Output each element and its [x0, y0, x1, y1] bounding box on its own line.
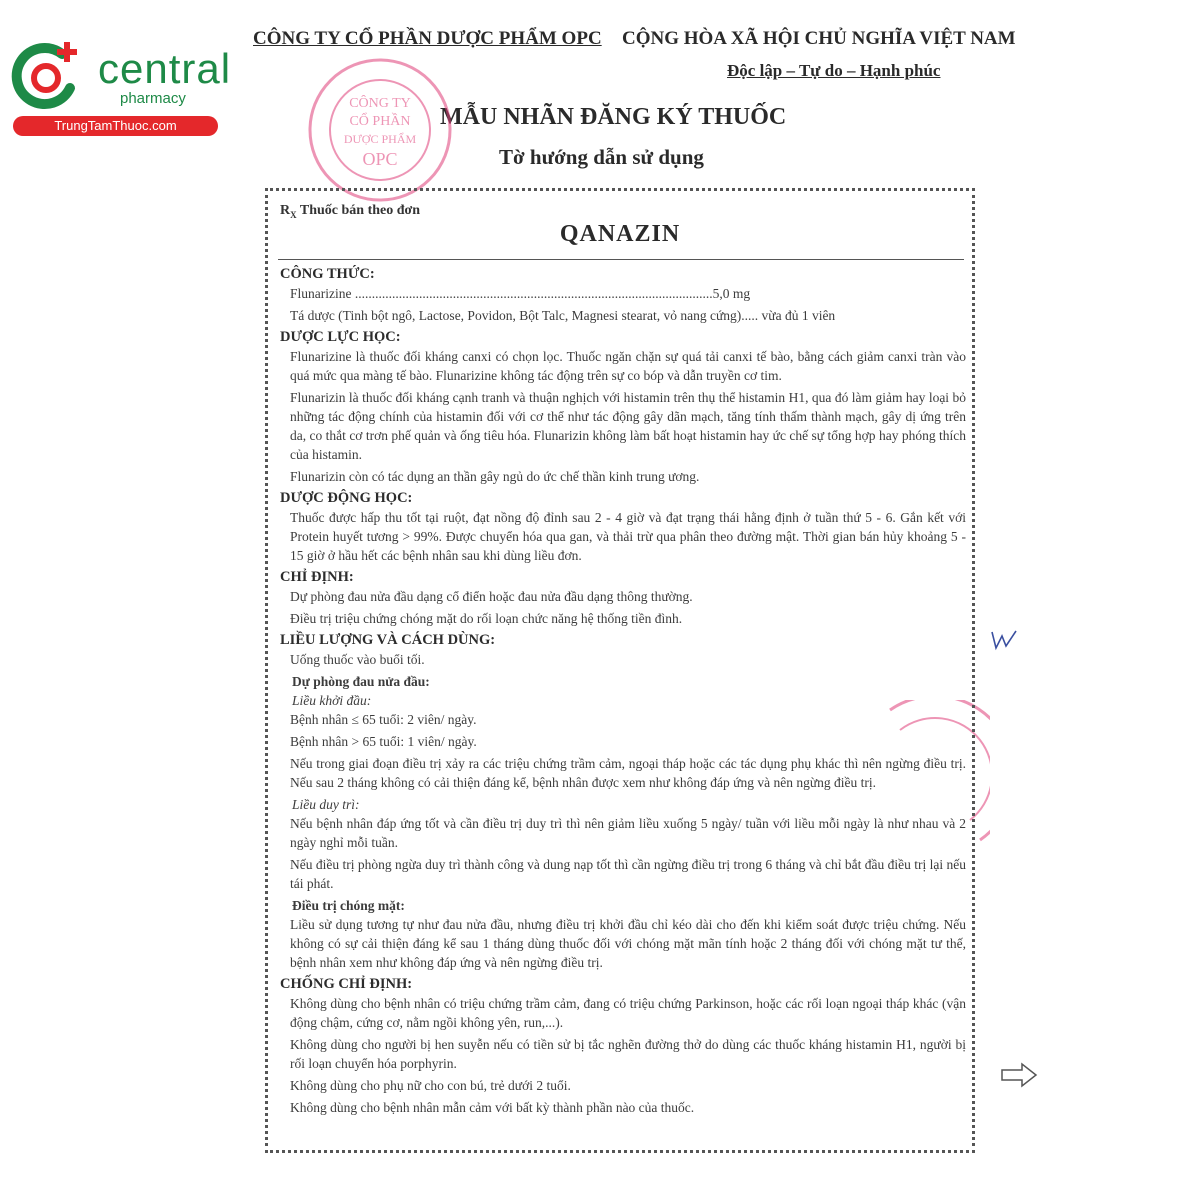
paragraph: Liều sử dụng tương tự như đau nửa đầu, nhưng điều trị khởi đầu chỉ kéo dài cho đến khi kiểm soát được triệu chứng. Nếu không có sự cải thiện đáng kể sau 1 tháng dùng thuốc đối với chóng mặt mãn tính hoặc 2 tháng đối với chóng mặt tư thế, bệnh nhân xem như không đáp ứng và nên ngừng điều trị.	[290, 917, 966, 970]
section-heading-pharmacokinetics: DƯỢC ĐỘNG HỌC:	[280, 490, 413, 506]
company-name: CÔNG TY CỔ PHẦN DƯỢC PHẨM OPC	[253, 28, 602, 49]
paragraph: Không dùng cho bệnh nhân có triệu chứng trầm cảm, đang có triệu chứng Parkinson, hoặc các rối loạn ngoại tháp khác (vận động chậm, cứng cơ, nằm ngồi không yên, run,...).	[290, 996, 966, 1030]
company-stamp	[305, 55, 455, 205]
label-maintenance-dose: Liều duy trì:	[292, 797, 360, 812]
national-motto: Độc lập – Tự do – Hạnh phúc	[727, 61, 941, 80]
logo-url-badge[interactable]: TrungTamThuoc.com	[13, 116, 218, 136]
central-pharmacy-logo[interactable]	[10, 36, 232, 136]
formula-line: Tá dược (Tinh bột ngô, Lactose, Povidon, Bột Talc, Magnesi stearat, vỏ nang cứng)..... vừa đủ 1 viên	[290, 308, 836, 323]
prescription-label: $R_X$ Thuốc bán theo đơn	[280, 203, 421, 220]
section-heading-dosage: LIỀU LƯỢNG VÀ CÁCH DÙNG:	[280, 632, 496, 648]
stamp-line: CỔ PHẦN	[349, 114, 411, 129]
document-subtitle: Tờ hướng dẫn sử dụng	[499, 145, 704, 169]
subheading-vertigo: Điều trị chóng mặt:	[292, 898, 405, 913]
logo-brand-text: central	[98, 45, 232, 92]
paragraph: Không dùng cho phụ nữ cho con bú, trẻ dưới 2 tuổi.	[290, 1078, 571, 1093]
logo-tagline: pharmacy	[120, 90, 186, 107]
paragraph: Bệnh nhân > 65 tuổi: 1 viên/ ngày.	[290, 734, 477, 749]
stamp-line: DƯỢC PHẨM	[343, 132, 417, 146]
product-name: QANAZIN	[559, 221, 681, 247]
stamp-line: CÔNG TY	[349, 96, 411, 111]
document-title: MẪU NHÃN ĐĂNG KÝ THUỐC	[440, 104, 787, 130]
pharmacy-cross-icon	[10, 36, 88, 114]
check-mark-icon	[990, 628, 1018, 652]
paragraph: Không dùng cho người bị hen suyễn nếu có tiền sử bị tắc nghẽn đường thở do dùng các thuốc kháng histamin H1, người bị rối loạn chuyển hóa porphyrin.	[290, 1037, 966, 1071]
paragraph: Bệnh nhân ≤ 65 tuổi: 2 viên/ ngày.	[290, 712, 477, 727]
paragraph: Thuốc được hấp thu tốt tại ruột, đạt nồng độ đỉnh sau 2 - 4 giờ và đạt trạng thái hằng định ở tuần thứ 5 - 6. Gắn kết với Protein huyết tương > 99%. Được chuyển hóa qua gan, và thải trừ qua phân theo đường mật. Thời gian bán hủy khoảng 5 - 15 giờ ở hầu hết các bệnh nhân sau khi dùng liều đơn.	[290, 510, 966, 563]
stamp-line: OPC	[362, 149, 398, 169]
section-heading-contraindications: CHỐNG CHỈ ĐỊNH:	[280, 976, 413, 992]
republic-name: CỘNG HÒA XÃ HỘI CHỦ NGHĨA VIỆT NAM	[622, 28, 1016, 49]
section-heading-indications: CHỈ ĐỊNH:	[280, 569, 354, 585]
paragraph: Không dùng cho bệnh nhân mẫn cảm với bất kỳ thành phần nào của thuốc.	[290, 1100, 695, 1115]
paragraph: Uống thuốc vào buổi tối.	[290, 652, 425, 667]
subheading-migraine: Dự phòng đau nửa đầu:	[292, 674, 430, 689]
next-page-arrow-icon[interactable]	[1000, 1062, 1038, 1088]
label-initial-dose: Liều khởi đầu:	[292, 693, 372, 708]
section-heading-pharmacodynamics: DƯỢC LỰC HỌC:	[280, 329, 401, 345]
instruction-leaflet	[265, 188, 975, 1153]
paragraph: Điều trị triệu chứng chóng mặt do rối loạn chức năng hệ thống tiền đình.	[290, 611, 683, 626]
paragraph: Flunarizin là thuốc đối kháng cạnh tranh và thuận nghịch với histamin trên thụ thể histamin H1, qua đó làm giảm hay loại bỏ những tác động chính của histamin đối với cơ thể như tác động gây dãn mạch, tăng tính thấm thành mạch, gây dị ứng trên da, co thắt cơ trơn phế quản và ống tiêu hóa. Flunarizin không làm bất hoạt histamin hay ức chế sự tổng hợp hay phóng thích của histamin.	[290, 390, 966, 462]
section-heading-formula: CÔNG THỨC:	[280, 266, 375, 282]
paragraph: Nếu điều trị phòng ngừa duy trì thành công và dung nạp tốt thì cần ngừng điều trị trong 6 tháng và chỉ bắt đầu điều trị lại nếu tái phát.	[290, 857, 966, 891]
paragraph: Nếu bệnh nhân đáp ứng tốt và cần điều trị duy trì thì nên giảm liều xuống 5 ngày/ tuần với liều mỗi ngày là như nhau và 2 ngày nghỉ mỗi tuần.	[290, 816, 966, 850]
divider	[278, 259, 964, 260]
paragraph: Flunarizin còn có tác dụng an thần gây ngủ do ức chế thần kinh trung ương.	[290, 469, 700, 484]
paragraph: Flunarizine là thuốc đối kháng canxi có chọn lọc. Thuốc ngăn chặn sự quá tải canxi tế bào, bằng cách giảm canxi tràn vào quá mức qua màng tế bào. Flunarizine không tác động trên sự co bóp và dẫn truyền cơ tim.	[290, 349, 966, 383]
formula-line: Flunarizine ..........................................................................................................5,0 mg	[290, 286, 751, 301]
paragraph: Nếu trong giai đoạn điều trị xảy ra các triệu chứng trầm cảm, ngoại tháp hoặc các tác dụng phụ khác thì nên ngừng điều trị. Nếu sau 2 tháng không có cải thiện đáng kể, bệnh nhân được xem như không đáp ứng và nên ngừng điều trị.	[290, 756, 966, 790]
leaflet-content	[280, 263, 966, 1120]
paragraph: Dự phòng đau nửa đầu dạng cổ điển hoặc đau nửa đầu dạng thông thường.	[290, 589, 693, 604]
